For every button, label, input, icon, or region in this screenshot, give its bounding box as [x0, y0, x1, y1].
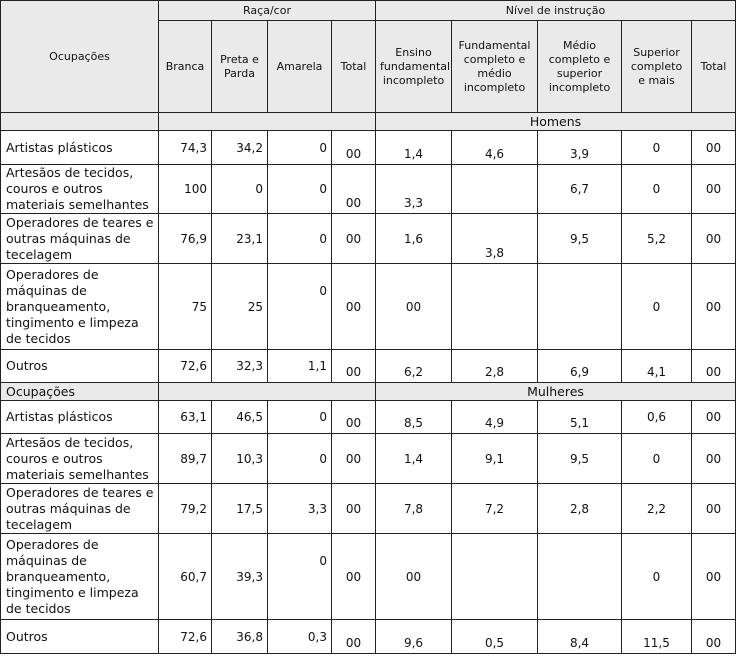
header-total-raca: Total — [332, 21, 376, 113]
cell-total-instrucao: 00 — [692, 620, 736, 654]
table-row — [1, 434, 736, 484]
cell-total-instrucao: 00 — [692, 131, 736, 165]
header-raca-cor: Raça/cor — [159, 1, 376, 21]
cell-branca: 75 — [159, 264, 212, 350]
cell-branca: 79,2 — [159, 484, 212, 534]
cell-preta-parda: 25 — [212, 264, 268, 350]
cell-superior-comp: 0 — [622, 264, 692, 350]
cell-branca: 74,3 — [159, 131, 212, 165]
cell-fund-comp-medio-inc — [452, 534, 538, 620]
table-row — [1, 214, 736, 264]
cell-ensino-fund-inc: 3,3 — [376, 165, 452, 214]
cell-superior-comp: 4,1 — [622, 350, 692, 383]
cell-amarela: 0 — [268, 401, 332, 434]
header-preta-parda: Preta e Parda — [212, 21, 268, 113]
cell-medio-comp-sup-inc: 5,1 — [538, 401, 622, 434]
cell-branca: 89,7 — [159, 434, 212, 484]
cell-total-instrucao: 00 — [692, 401, 736, 434]
cell-fund-comp-medio-inc: 3,8 — [452, 214, 538, 264]
cell-medio-comp-sup-inc: 6,7 — [538, 165, 622, 214]
cell-superior-comp: 11,5 — [622, 620, 692, 654]
cell-occupation: Artesãos de tecidos, couros e outros materiais semelhantes — [1, 165, 159, 214]
cell-fund-comp-medio-inc — [452, 264, 538, 350]
table-row — [1, 165, 736, 214]
cell-total-instrucao: 00 — [692, 434, 736, 484]
cell-total-raca: 00 — [332, 620, 376, 654]
cell-fund-comp-medio-inc: 7,2 — [452, 484, 538, 534]
cell-preta-parda: 23,1 — [212, 214, 268, 264]
cell-fund-comp-medio-inc: 0,5 — [452, 620, 538, 654]
cell-fund-comp-medio-inc: 2,8 — [452, 350, 538, 383]
table-row — [1, 264, 736, 350]
cell-preta-parda: 32,3 — [212, 350, 268, 383]
cell-amarela: 0,3 — [268, 620, 332, 654]
table-row — [1, 620, 736, 654]
cell-total-instrucao: 00 — [692, 534, 736, 620]
cell-medio-comp-sup-inc — [538, 534, 622, 620]
cell-occupation: Outros — [1, 350, 159, 383]
cell-ensino-fund-inc: 1,6 — [376, 214, 452, 264]
cell-total-raca: 00 — [332, 484, 376, 534]
cell-medio-comp-sup-inc: 8,4 — [538, 620, 622, 654]
cell-superior-comp: 0 — [622, 131, 692, 165]
cell-amarela: 0 — [268, 214, 332, 264]
table-row — [1, 350, 736, 383]
cell-medio-comp-sup-inc: 9,5 — [538, 214, 622, 264]
cell-occupation: Operadores de máquinas de branqueamento, tingimento e limpeza de tecidos — [1, 264, 159, 350]
cell-amarela: 0 — [268, 165, 332, 214]
cell-ensino-fund-inc: 7,8 — [376, 484, 452, 534]
cell-total-raca: 00 — [332, 534, 376, 620]
cell-medio-comp-sup-inc — [538, 264, 622, 350]
cell-occupation: Artistas plásticos — [1, 131, 159, 165]
cell-total-instrucao: 00 — [692, 264, 736, 350]
cell-preta-parda: 17,5 — [212, 484, 268, 534]
section-band-homens — [1, 113, 736, 131]
cell-medio-comp-sup-inc: 9,5 — [538, 434, 622, 484]
cell-ensino-fund-inc: 00 — [376, 264, 452, 350]
cell-total-instrucao: 00 — [692, 165, 736, 214]
cell-ensino-fund-inc: 00 — [376, 534, 452, 620]
section-label-mulheres: Mulheres — [376, 383, 736, 401]
cell-total-raca: 00 — [332, 131, 376, 165]
cell-superior-comp: 0 — [622, 434, 692, 484]
header-medio-comp-sup-inc: Médio completo e superior incompleto — [538, 21, 622, 113]
cell-branca: 60,7 — [159, 534, 212, 620]
cell-fund-comp-medio-inc — [452, 165, 538, 214]
cell-total-instrucao: 00 — [692, 350, 736, 383]
cell-fund-comp-medio-inc: 4,6 — [452, 131, 538, 165]
table-row — [1, 534, 736, 620]
cell-total-raca: 00 — [332, 401, 376, 434]
cell-medio-comp-sup-inc: 2,8 — [538, 484, 622, 534]
cell-occupation: Operadores de teares e outras máquinas de tecelagem — [1, 214, 159, 264]
table-row — [1, 131, 736, 165]
cell-total-raca: 00 — [332, 434, 376, 484]
cell-amarela: 3,3 — [268, 484, 332, 534]
cell-preta-parda: 39,3 — [212, 534, 268, 620]
cell-total-raca: 00 — [332, 214, 376, 264]
band-ocupacoes-label: Ocupações — [1, 383, 159, 401]
band-empty — [159, 383, 376, 401]
band-empty — [159, 113, 376, 131]
header-amarela: Amarela — [268, 21, 332, 113]
cell-amarela: 0 — [268, 131, 332, 165]
cell-ensino-fund-inc: 1,4 — [376, 434, 452, 484]
cell-ensino-fund-inc: 6,2 — [376, 350, 452, 383]
header-superior-comp: Superior completo e mais — [622, 21, 692, 113]
cell-superior-comp: 2,2 — [622, 484, 692, 534]
cell-medio-comp-sup-inc: 6,9 — [538, 350, 622, 383]
header-ensino-fund-inc: Ensino fundamental incompleto — [376, 21, 452, 113]
table-row — [1, 484, 736, 534]
band-empty — [1, 113, 159, 131]
table-row — [1, 401, 736, 434]
cell-ensino-fund-inc: 8,5 — [376, 401, 452, 434]
cell-superior-comp: 0,6 — [622, 401, 692, 434]
section-band-mulheres — [1, 383, 736, 401]
cell-fund-comp-medio-inc: 9,1 — [452, 434, 538, 484]
cell-medio-comp-sup-inc: 3,9 — [538, 131, 622, 165]
cell-occupation: Operadores de máquinas de branqueamento, tingimento e limpeza de tecidos — [1, 534, 159, 620]
header-fund-comp-medio-inc: Fundamental completo e médio incompleto — [452, 21, 538, 113]
cell-superior-comp: 0 — [622, 534, 692, 620]
cell-preta-parda: 0 — [212, 165, 268, 214]
header-total-instrucao: Total — [692, 21, 736, 113]
cell-total-raca: 00 — [332, 264, 376, 350]
cell-superior-comp: 0 — [622, 165, 692, 214]
cell-amarela: 0 — [268, 264, 332, 350]
cell-branca: 72,6 — [159, 350, 212, 383]
cell-total-raca: 00 — [332, 165, 376, 214]
cell-superior-comp: 5,2 — [622, 214, 692, 264]
cell-ensino-fund-inc: 1,4 — [376, 131, 452, 165]
header-nivel-instrucao: Nível de instrução — [376, 1, 736, 21]
cell-fund-comp-medio-inc: 4,9 — [452, 401, 538, 434]
cell-branca: 76,9 — [159, 214, 212, 264]
cell-preta-parda: 36,8 — [212, 620, 268, 654]
cell-occupation: Outros — [1, 620, 159, 654]
cell-branca: 63,1 — [159, 401, 212, 434]
cell-amarela: 0 — [268, 434, 332, 484]
cell-preta-parda: 10,3 — [212, 434, 268, 484]
cell-amarela: 0 — [268, 534, 332, 620]
header-ocupacoes: Ocupações — [1, 1, 159, 113]
cell-ensino-fund-inc: 9,6 — [376, 620, 452, 654]
cell-occupation: Operadores de teares e outras máquinas de tecelagem — [1, 484, 159, 534]
cell-total-instrucao: 00 — [692, 484, 736, 534]
cell-branca: 72,6 — [159, 620, 212, 654]
cell-preta-parda: 34,2 — [212, 131, 268, 165]
cell-preta-parda: 46,5 — [212, 401, 268, 434]
cell-occupation: Artesãos de tecidos, couros e outros materiais semelhantes — [1, 434, 159, 484]
header-branca: Branca — [159, 21, 212, 113]
cell-amarela: 1,1 — [268, 350, 332, 383]
cell-total-raca: 00 — [332, 350, 376, 383]
section-label-homens: Homens — [376, 113, 736, 131]
cell-occupation: Artistas plásticos — [1, 401, 159, 434]
cell-branca: 100 — [159, 165, 212, 214]
cell-total-instrucao: 00 — [692, 214, 736, 264]
